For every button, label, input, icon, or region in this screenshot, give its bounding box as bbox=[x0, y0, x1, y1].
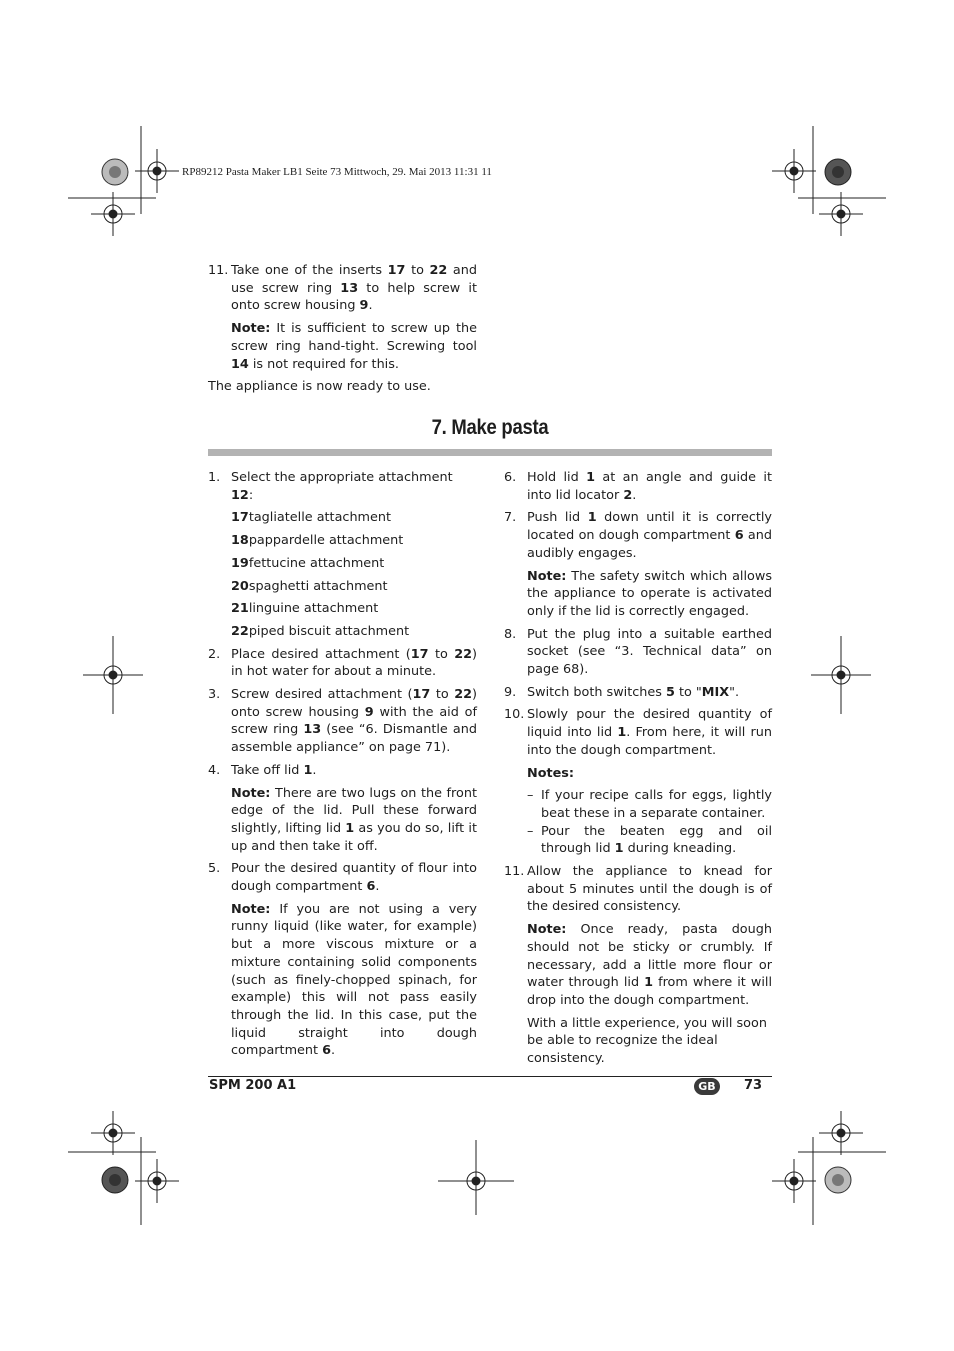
step-9: 9. Switch both switches 5 to "MIX". bbox=[504, 684, 740, 700]
final-note: With a little experience, you will soon be able to recognize the ideal consistency. bbox=[527, 1015, 767, 1067]
attachment-22: 22piped biscuit attachment bbox=[231, 623, 410, 639]
attachment-21: 21linguine attachment bbox=[231, 601, 379, 617]
section-heading: 7. Make pasta bbox=[431, 416, 549, 439]
print-slug-line: RP89212 Pasta Maker LB1 Seite 73 Mittwoch, 29. Mai 2013 11:31 11 bbox=[182, 166, 492, 178]
note-viscous: Note: If you are not using a very runny liquid (like water, for example) but a more viscous mixture or a mixture containing solid components (such as finely-chopped spinach, for example) this will not pass easily through the lid. In this case, put the liquid straight into dough compartment 6. bbox=[231, 901, 477, 1059]
right-column bbox=[504, 469, 772, 1068]
ready-text: The appliance is now ready to use. bbox=[208, 379, 431, 395]
footer-rule bbox=[208, 1076, 772, 1077]
attachment-19: 19fettucine attachment bbox=[231, 555, 385, 571]
attachment-17: 17tagliatelle attachment bbox=[231, 510, 392, 526]
attachment-20: 20spaghetti attachment bbox=[231, 578, 388, 594]
step-11-insert: 11. Take one of the inserts 17 to 22 and use screw ring 13 to help screw it onto screw housing 9. bbox=[208, 263, 477, 314]
step-7: 7. Push lid 1 down until it is correctly located on dough compartment 6 and audibly engages. bbox=[504, 510, 772, 561]
notes-label: Notes: bbox=[527, 765, 575, 781]
step-5: 5. Pour the desired quantity of flour into dough compartment 6. bbox=[208, 861, 477, 895]
left-column bbox=[208, 469, 477, 1060]
language-badge: GB bbox=[694, 1078, 720, 1095]
heading-bar bbox=[208, 449, 772, 456]
step-1: 1. Select the appropriate attachment 12: bbox=[208, 470, 453, 503]
note-safety-switch: Note: The safety switch which allows the appliance to operate is activated only if the lid is correctly engaged. bbox=[527, 568, 772, 619]
step-8: 8. Put the plug into a suitable earthed socket (see “3. Technical data” on page 68). bbox=[504, 626, 772, 678]
page-number: 73 bbox=[744, 1078, 763, 1093]
footer-model: SPM 200 A1 bbox=[209, 1078, 297, 1093]
note-screw-ring: Note: It is sufficient to screw up the screw ring hand-tight. Screwing tool 14 is not required for this. bbox=[231, 321, 477, 372]
note-dough-ready: Note: Once ready, pasta dough should not be sticky or crumbly. If necessary, add a little more flour or water through lid 1 from where it will drop into the dough compartment. bbox=[527, 922, 773, 1008]
note-lugs: Note: There are two lugs on the front edge of the lid. Pull these forward slightly, lifting lid 1 as you do so, lift it up and then take it off. bbox=[231, 785, 477, 854]
step-6: 6. Hold lid 1 at an angle and guide it into lid locator 2. bbox=[504, 470, 772, 503]
attachment-18: 18pappardelle attachment bbox=[231, 533, 404, 549]
step-10: 10. Slowly pour the desired quantity of liquid into lid 1. From here, it will run into the dough compartment. bbox=[504, 707, 772, 758]
step-2: 2. Place desired attachment (17 to 22) in hot water for about a minute. bbox=[208, 646, 477, 680]
note-eggs: – If your recipe calls for eggs, lightly beat these in a separate container. bbox=[527, 788, 772, 821]
step-3: 3. Screw desired attachment (17 to 22) onto screw housing 9 with the aid of screw ring 13 (see “6. Dismantle and assemble appliance” on page 71). bbox=[208, 687, 477, 756]
step-4: 4. Take off lid 1. bbox=[208, 762, 317, 778]
note-egg-oil: – Pour the beaten egg and oil through lid 1 during kneading. bbox=[527, 823, 772, 857]
step-11-knead: 11. Allow the appliance to knead for about 5 minutes until the dough is of the desired consistency. bbox=[504, 864, 772, 915]
top-block bbox=[208, 262, 477, 396]
